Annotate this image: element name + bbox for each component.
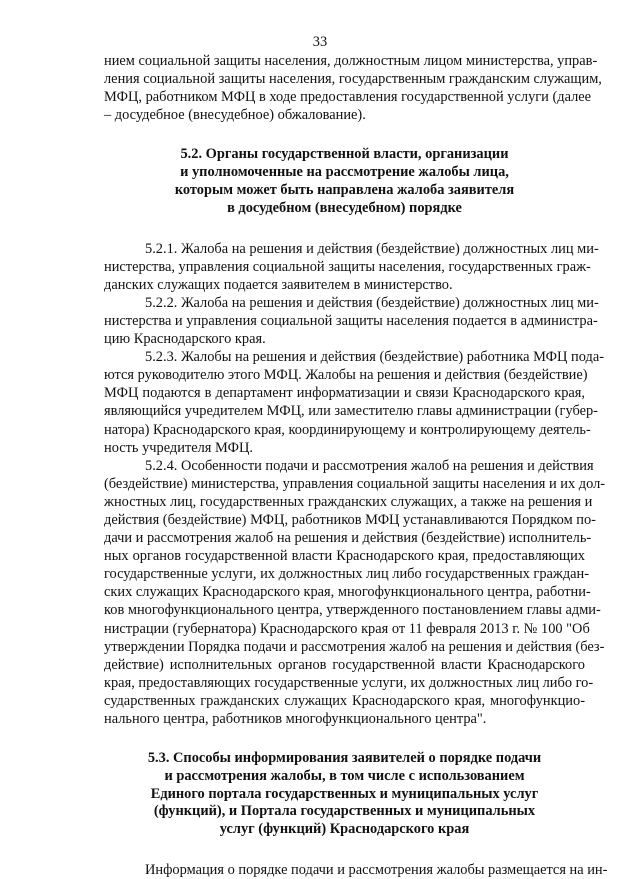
text-line: цию Краснодарского края. — [104, 331, 266, 348]
text-line: данских служащих подается заявителем в министерство. — [104, 276, 453, 293]
heading-line: в досудебном (внесудебном) порядке — [227, 199, 462, 216]
text-line: действия (бездействие) МФЦ, работников МФЦ устанавливаются Порядком по- — [104, 511, 596, 528]
text-line: дачи и рассмотрения жалоб на решения и действия (бездействие) исполнитель- — [104, 530, 592, 547]
section-5-2-heading — [104, 146, 585, 217]
text-line: ются руководителю этого МФЦ. Жалобы на решения и действия (бездействие) — [104, 367, 588, 384]
text-line: ных органов государственной власти Краснодарского края, предоставляющих — [104, 548, 585, 565]
text-line: ских служащих Краснодарского края, многофункционального центра, работни- — [104, 584, 591, 601]
heading-line: и уполномоченные на рассмотрение жалобы лица, — [180, 164, 509, 181]
page-number: 33 — [312, 34, 328, 50]
text-line: являющийся учредителем МФЦ, или заместителю главы администрации (губер- — [104, 403, 598, 420]
heading-line: (функций), и Портала государственных и муниципальных — [153, 803, 536, 820]
text-line: нального центра, работников многофункционального центра". — [104, 711, 487, 727]
text-line: нистерства и управления социальной защиты населения подается в администра- — [104, 312, 598, 329]
text-line: ков многофункционального центра, утвержденного постановлением главы адми- — [104, 602, 601, 619]
text-line: ления социальной защиты населения, государственным гражданским служащим, — [104, 71, 602, 88]
intro-paragraph — [104, 52, 602, 124]
heading-line: и рассмотрения жалобы, в том числе с использованием — [164, 767, 525, 784]
text-line: (бездействие) министерства, управления социальной защиты населения и их дол- — [104, 475, 606, 492]
paragraph-5-3-1 — [104, 861, 608, 879]
paragraph-5-2-4 — [104, 457, 606, 728]
text-line: МФЦ, работником МФЦ в ходе предоставления государственной услуги (далее — [104, 89, 592, 106]
paragraph-5-2-3 — [104, 348, 605, 457]
paragraph-5-2-2 — [104, 294, 599, 348]
heading-line: 5.2. Органы государственной власти, организации — [180, 146, 509, 163]
text-line: натора) Краснодарского края, координирующему и контролирующему деятель- — [104, 421, 591, 438]
text-line: сударственных гражданских служащих Краснодарского края, многофункцио- — [104, 692, 585, 709]
text-line: ность учредителя МФЦ. — [104, 439, 253, 456]
text-line: 5.2.3. Жалобы на решения и действия (бездействие) работника МФЦ пода- — [145, 349, 605, 366]
text-line: действие) исполнительных органов государственной власти Краснодарского — [104, 656, 585, 673]
text-line: МФЦ подаются в департамент информатизации и связи Краснодарского края, — [104, 385, 585, 402]
text-line: 5.2.4. Особенности подачи и рассмотрения жалоб на решения и действия — [145, 457, 594, 474]
text-line: Информация о порядке подачи и рассмотрения жалобы размещается на ин- — [145, 862, 608, 879]
text-line: 5.2.2. Жалоба на решения и действия (бездействие) должностных лиц ми- — [145, 294, 599, 311]
text-line: 5.2.1. Жалоба на решения и действия (бездействие) должностных лиц ми- — [145, 240, 599, 257]
text-line: нистрации (губернатора) Краснодарского края от 11 февраля 2013 г. № 100 "Об — [104, 620, 590, 637]
text-line: государственные услуги, их должностных лиц либо государственных граждан- — [104, 566, 590, 583]
heading-line: Единого портала государственных и муниципальных услуг — [150, 785, 539, 802]
heading-line: которым может быть направлена жалоба заявителя — [174, 181, 515, 198]
paragraph-5-2-1 — [104, 240, 599, 294]
text-line: края, предоставляющих государственные услуги, их должностных лиц либо го- — [104, 674, 594, 691]
text-line: нием социальной защиты населения, должностным лицом министерства, управ- — [104, 53, 598, 69]
heading-line: услуг (функций) Краснодарского края — [219, 821, 470, 838]
text-line: утверждении Порядка подачи и рассмотрения жалоб на решения и действия (без- — [104, 638, 605, 655]
text-line: нистерства, управления социальной защиты населения, государственных граж- — [104, 258, 591, 275]
section-5-3-heading — [104, 750, 585, 839]
page-body — [104, 52, 608, 879]
text-line: жностных лиц, государственных гражданских служащих, а также на решения и — [104, 493, 593, 510]
heading-line: 5.3. Способы информирования заявителей о порядке подачи — [147, 750, 542, 767]
text-line: – досудебное (внесудебное) обжалование). — [104, 107, 366, 124]
